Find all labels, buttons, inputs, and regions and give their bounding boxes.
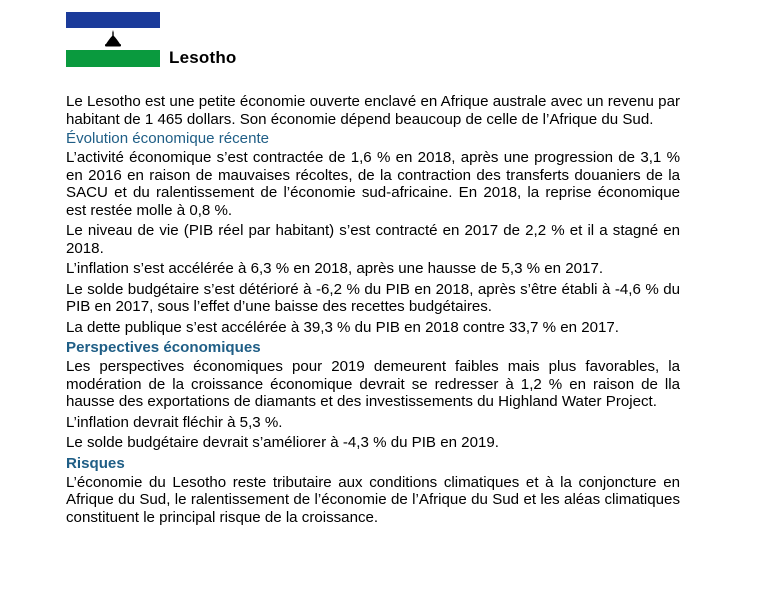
paragraph: Le solde budgétaire s’est détérioré à -6,2 % du PIB en 2018, après s’être établi à -4,6 % du PIB en 2017, sous l’effet d’une baisse des recettes budgétaires. — [66, 280, 680, 315]
section-heading-recent: Évolution économique récente — [66, 130, 270, 147]
page-title: Lesotho — [169, 48, 237, 67]
paragraph: L’économie du Lesotho reste tributaire aux conditions climatiques et à la conjoncture en Afrique du Sud, le ralentissement de l’économie de l’Afrique du Sud et les aléas climatiques constituent le principal risque de la croissance. — [66, 473, 680, 526]
paragraph: L’inflation devrait fléchir à 5,3 %. — [66, 413, 283, 431]
paragraph: L’activité économique s’est contractée de 1,6 % en 2018, après une progression de 3,1 % en 2016 en raison de mauvaises récoltes, de la contraction des transferts douaniers de la SACU et du ralentissement de l’économie sud-africaine. En 2018, la reprise économique est restée molle à 0,8 %. — [66, 149, 680, 219]
section-heading-risks: Risques — [66, 454, 125, 472]
document-body — [66, 93, 680, 526]
paragraph: La dette publique s’est accélérée à 39,3 % du PIB en 2018 contre 33,7 % en 2017. — [66, 318, 619, 336]
paragraph: Les perspectives économiques pour 2019 demeurent faibles mais plus favorables, la modération de la croissance économique devrait se redresser à 1,2 % en raison de lla hausse des exportations de diamants et des investissements du Highland Water Project. — [66, 358, 680, 410]
flag-blue-band — [66, 12, 160, 28]
document-header — [66, 12, 366, 72]
paragraph: Le solde budgétaire devrait s’améliorer à -4,3 % du PIB en 2019. — [66, 434, 499, 451]
basotho-hat-icon — [104, 29, 122, 49]
intro-paragraph: Le Lesotho est une petite économie ouverte enclavé en Afrique australe avec un revenu par habitant de 1 465 dollars. Son économie dépend beaucoup de celle de l’Afrique du Sud. — [66, 93, 680, 128]
paragraph: Le niveau de vie (PIB réel par habitant) s’est contracté en 2017 de 2,2 % et il a stagné en 2018. — [66, 222, 680, 257]
lesotho-flag — [66, 12, 160, 67]
flag-green-band — [66, 50, 160, 67]
section-heading-outlook: Perspectives économiques — [66, 339, 261, 356]
paragraph: L’inflation s’est accélérée à 6,3 % en 2018, après une hausse de 5,3 % en 2017. — [66, 260, 604, 277]
